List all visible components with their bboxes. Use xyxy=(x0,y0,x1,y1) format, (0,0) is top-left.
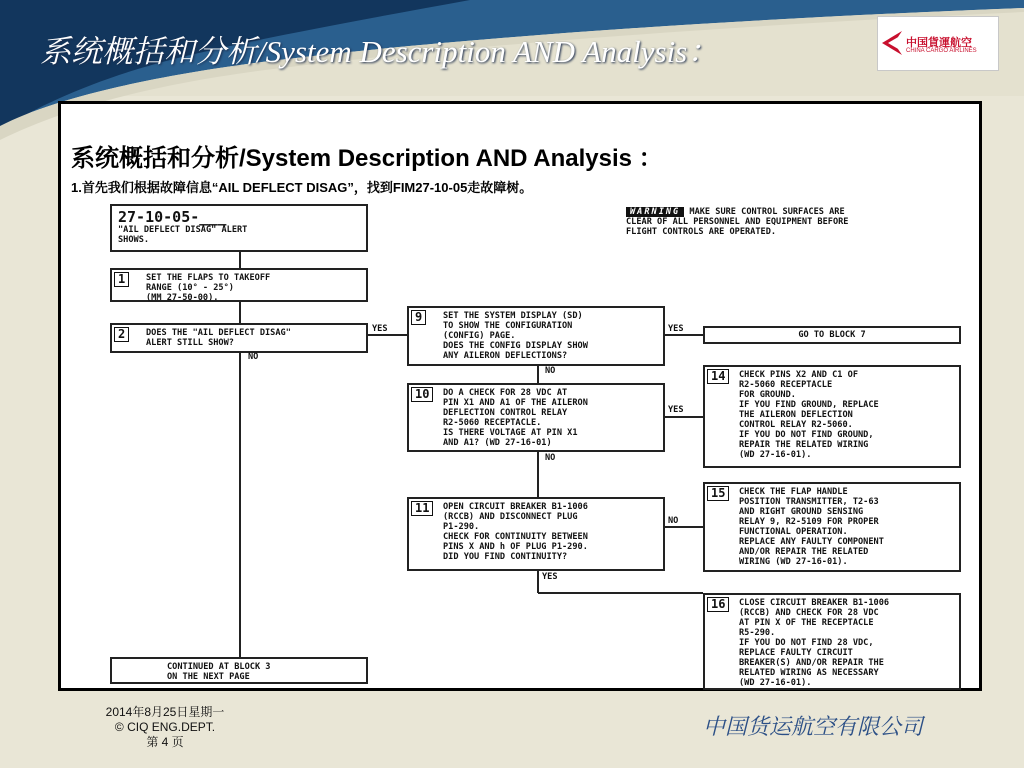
block-line: (WD 27-16-01). xyxy=(739,678,812,688)
block-line: DEFLECTION CONTROL RELAY xyxy=(443,408,568,418)
block-line: R2-5060 RECEPTACLE xyxy=(739,380,833,390)
block-line: IF YOU DO NOT FIND 28 VDC, xyxy=(739,638,874,648)
block-line: CLOSE CIRCUIT BREAKER B1-1006 xyxy=(739,598,890,608)
block-number: 14 xyxy=(707,369,729,384)
block-line: THE AILERON DEFLECTION xyxy=(739,410,853,420)
block-line: (RCCB) AND DISCONNECT PLUG xyxy=(443,512,578,522)
flowchart-block-15 xyxy=(703,482,961,572)
footer-date: 2014年8月25日星期一 xyxy=(105,705,225,719)
block-line: SET THE SYSTEM DISPLAY (SD) xyxy=(443,311,583,321)
yes-label: YES xyxy=(542,572,558,582)
block-line: FUNCTIONAL OPERATION. xyxy=(739,527,848,537)
block-line: PIN X1 AND A1 OF THE AILERON xyxy=(443,398,588,408)
block-line: R2-5060 RECEPTACLE. xyxy=(443,418,542,428)
warning-badge: WARNING xyxy=(626,207,684,217)
block-line: AND/OR REPAIR THE RELATED xyxy=(739,547,869,557)
block-line: R5-290. xyxy=(739,628,776,638)
slide-title: 系统概括和分析/System Description AND Analysis： xyxy=(40,34,719,69)
footer-company-name: 中国货运航空有限公司 xyxy=(703,714,924,739)
no-label: NO xyxy=(668,516,679,526)
block-line: CHECK PINS X2 AND C1 OF xyxy=(739,370,858,380)
block-line: AND RIGHT GROUND SENSING xyxy=(739,507,864,517)
warning-line: FLIGHT CONTROLS ARE OPERATED. xyxy=(626,227,777,237)
block-line: IF YOU DO NOT FIND GROUND, xyxy=(739,430,874,440)
no-label: NO xyxy=(545,453,556,463)
block-line: RELAY 9, R2-5109 FOR PROPER xyxy=(739,517,879,527)
block-line: DOES THE "AIL DEFLECT DISAG" xyxy=(146,328,291,338)
block-line: POSITION TRANSMITTER, T2-63 xyxy=(739,497,879,507)
goto-block-7-box xyxy=(703,326,961,344)
footer-page-number: 第 4 页 xyxy=(146,735,184,749)
content-subtitle: 1.首先我们根据故障信息“AIL DEFLECT DISAG”，找到FIM27-10-05走故障树。 xyxy=(71,180,533,195)
footer-dept: © CIQ ENG.DEPT. xyxy=(114,720,216,734)
block-line: TO SHOW THE CONFIGURATION xyxy=(443,321,573,331)
block-line: CONTROL RELAY R2-5060. xyxy=(739,420,853,430)
block-line: PINS X AND h OF PLUG P1-290. xyxy=(443,542,588,552)
no-label: NO xyxy=(248,352,259,362)
flowchart-block-2 xyxy=(110,323,368,353)
block-number: 16 xyxy=(707,597,729,612)
start-line: "AIL DEFLECT DISAG" ALERT xyxy=(118,225,248,235)
flowchart-block-10 xyxy=(407,383,665,452)
yes-label: YES xyxy=(372,324,388,334)
block-line: IS THERE VOLTAGE AT PIN X1 xyxy=(443,428,578,438)
block-number: 11 xyxy=(411,501,433,516)
block-line: AND A1? (WD 27-16-01) xyxy=(443,438,552,448)
block-line: CHECK THE FLAP HANDLE xyxy=(739,487,848,497)
flowchart-block-1 xyxy=(110,268,368,302)
block-line: WIRING (WD 27-16-01). xyxy=(739,557,848,567)
block-number: 1 xyxy=(114,272,129,287)
start-line: SHOWS. xyxy=(118,235,150,245)
company-logo xyxy=(877,16,999,71)
block-number: 9 xyxy=(411,310,426,325)
content-title: 系统概括和分析/System Description AND Analysis ： xyxy=(71,145,663,172)
airline-logo-icon xyxy=(880,27,906,57)
block-line: OPEN CIRCUIT BREAKER B1-1006 xyxy=(443,502,588,512)
flowchart-start-box xyxy=(110,204,368,252)
yes-label: YES xyxy=(668,405,684,415)
flowchart-block-16 xyxy=(703,593,961,690)
block-line: (WD 27-16-01). xyxy=(739,450,812,460)
block-line: DID YOU FIND CONTINUITY? xyxy=(443,552,568,562)
block-line: BREAKER(S) AND/OR REPAIR THE xyxy=(739,658,884,668)
block-line: AT PIN X OF THE RECEPTACLE xyxy=(739,618,874,628)
flowchart-block-14 xyxy=(703,365,961,468)
block-line: RELATED WIRING AS NECESSARY xyxy=(739,668,879,678)
block-line: ANY AILERON DEFLECTIONS? xyxy=(443,351,568,361)
block-line: FOR GROUND. xyxy=(739,390,796,400)
flowchart-block-9 xyxy=(407,306,665,366)
logo-english-name: CHINA CARGO AIRLINES xyxy=(906,48,977,54)
block-line: IF YOU FIND GROUND, REPLACE xyxy=(739,400,879,410)
block-line: CHECK FOR CONTINUITY BETWEEN xyxy=(443,532,588,542)
continued-line: ON THE NEXT PAGE xyxy=(167,672,250,682)
block-line: (RCCB) AND CHECK FOR 28 VDC xyxy=(739,608,879,618)
block-number: 15 xyxy=(707,486,729,501)
block-line: REPLACE FAULTY CIRCUIT xyxy=(739,648,853,658)
block-line: ALERT STILL SHOW? xyxy=(146,338,234,348)
flowchart-block-11 xyxy=(407,497,665,571)
continued-box xyxy=(110,657,368,684)
block-line: REPLACE ANY FAULTY COMPONENT xyxy=(739,537,884,547)
block-line: DO A CHECK FOR 28 VDC AT xyxy=(443,388,568,398)
block-line: (CONFIG) PAGE. xyxy=(443,331,516,341)
logo-chinese-name: 中国貨運航空 xyxy=(906,37,972,49)
block-line: (MM 27-50-00). xyxy=(146,293,219,303)
block-line: REPAIR THE RELATED WIRING xyxy=(739,440,869,450)
block-line: P1-290. xyxy=(443,522,480,532)
footer-info xyxy=(70,705,260,750)
block-line: SET THE FLAPS TO TAKEOFF xyxy=(146,273,271,283)
yes-label: YES xyxy=(668,324,684,334)
no-label: NO xyxy=(545,366,556,376)
block-number: 2 xyxy=(114,327,129,342)
warning-note xyxy=(626,207,848,237)
goto-text: GO TO BLOCK 7 xyxy=(798,330,866,340)
block-line: DOES THE CONFIG DISPLAY SHOW xyxy=(443,341,588,351)
continued-line: CONTINUED AT BLOCK 3 xyxy=(167,662,271,672)
warning-line: CLEAR OF ALL PERSONNEL AND EQUIPMENT BEFORE xyxy=(626,217,849,227)
block-number: 10 xyxy=(411,387,433,402)
warning-line: MAKE SURE CONTROL SURFACES ARE xyxy=(689,207,845,217)
start-code: 27-10-05-___ xyxy=(118,208,227,226)
block-line: RANGE (10° - 25°) xyxy=(146,283,234,293)
